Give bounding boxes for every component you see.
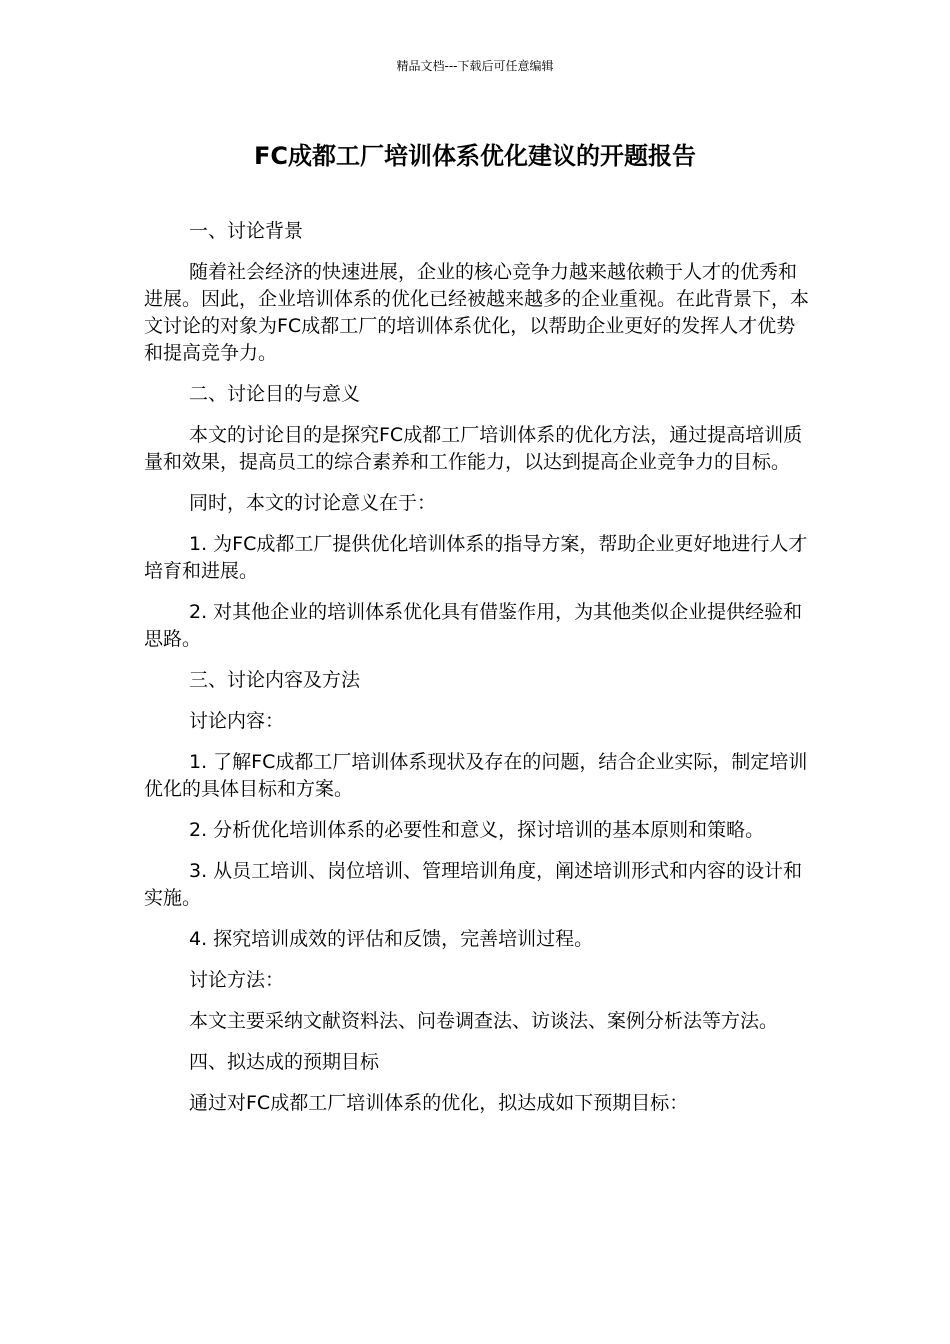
paragraph-goals-intro: 通过对FC成都工厂培训体系的优化，拟达成如下预期目标： xyxy=(189,1092,689,1114)
document-title: FC成都工厂培训体系优化建议的开题报告 xyxy=(253,142,696,170)
header-note: 精品文档---下载后可任意编辑 xyxy=(396,59,554,73)
document-body xyxy=(144,218,812,1131)
section-heading-goals: 四、拟达成的预期目标 xyxy=(189,1051,380,1073)
list-item-content-2: 2. 分析优化培训体系的必要性和意义，探讨培训的基本原则和策略。 xyxy=(189,819,765,841)
paragraph-background: 随着社会经济的快速进展，企业的核心竞争力越来越依赖于人才的优秀和进展。因此，企业培训体系的优化已经被越来越多的企业重视。在此背景下，本文讨论的对象为FC成都工厂的培训体系优化，以帮助企业更好的发挥人才优势和提高竞争力。 xyxy=(144,261,810,364)
subheading-content: 讨论内容： xyxy=(189,710,285,732)
list-item-content-4: 4. 探究培训成效的评估和反馈，完善培训过程。 xyxy=(189,928,594,950)
list-item-significance-1: 1. 为FC成都工厂提供优化培训体系的指导方案，帮助企业更好地进行人才培育和进展。 xyxy=(144,533,808,582)
section-heading-background: 一、讨论背景 xyxy=(189,220,304,242)
paragraph-method: 本文主要采纳文献资料法、问卷调查法、访谈法、案例分析法等方法。 xyxy=(189,1010,779,1032)
section-heading-purpose: 二、讨论目的与意义 xyxy=(189,383,361,405)
paragraph-significance-intro: 同时，本文的讨论意义在于： xyxy=(189,492,437,514)
paragraph-purpose: 本文的讨论目的是探究FC成都工厂培训体系的优化方法，通过提高培训质量和效果，提高员工的综合素养和工作能力，以达到提高企业竞争力的目标。 xyxy=(144,424,803,473)
list-item-content-3: 3. 从员工培训、岗位培训、管理培训角度，阐述培训形式和内容的设计和实施。 xyxy=(144,860,803,909)
section-heading-content-method: 三、讨论内容及方法 xyxy=(189,669,361,691)
list-item-content-1: 1. 了解FC成都工厂培训体系现状及存在的问题，结合企业实际，制定培训优化的具体目标和方案。 xyxy=(144,751,808,800)
subheading-method: 讨论方法： xyxy=(189,969,285,991)
list-item-significance-2: 2. 对其他企业的培训体系优化具有借鉴作用，为其他类似企业提供经验和思路。 xyxy=(144,601,803,650)
